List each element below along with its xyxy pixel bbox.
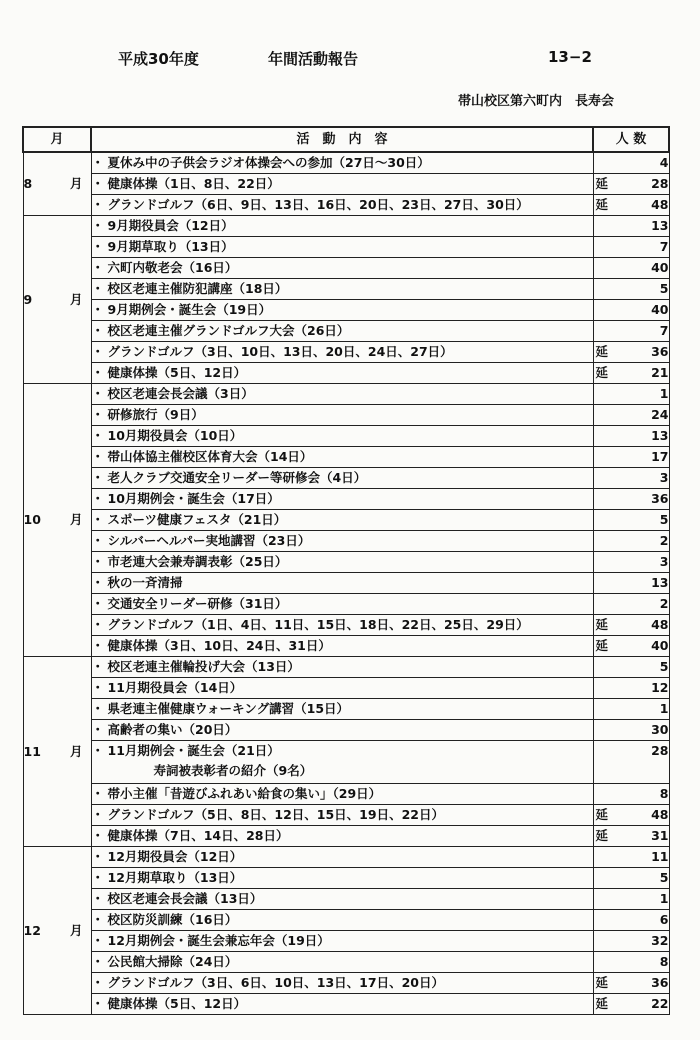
table-body [23, 152, 669, 1015]
count-cell [593, 447, 669, 468]
count-cell [593, 889, 669, 910]
count-cell [593, 594, 669, 615]
table-row [23, 615, 669, 636]
count-cell [593, 573, 669, 594]
activity-cell [91, 216, 593, 237]
activity-cell [91, 384, 593, 405]
activity-text: 12月期役員会（12日） [107, 849, 243, 864]
count-value: 7 [659, 323, 669, 338]
month-cell [23, 657, 91, 847]
activity-text: 健康体操（7日、14日、28日） [107, 828, 289, 843]
count-value: 48 [651, 807, 669, 822]
table-row [23, 657, 669, 678]
activity-cell [91, 678, 593, 699]
table-row [23, 216, 669, 237]
count-value: 1 [659, 386, 669, 401]
activity-text: 帯小主催「昔遊びふれあい給食の集い」（29日） [107, 786, 382, 801]
bullet-mark: ・ [91, 449, 105, 464]
activity-text: 9月期草取り（13日） [107, 239, 234, 254]
cumulative-label: 延 [595, 617, 609, 632]
bullet-mark: ・ [91, 386, 105, 401]
count-cell [593, 615, 669, 636]
count-cell [593, 910, 669, 931]
count-cell [593, 174, 669, 195]
count-cell [593, 805, 669, 826]
activity-cell [91, 973, 593, 994]
table-row [23, 489, 669, 510]
count-value: 13 [651, 575, 669, 590]
activity-cell [91, 720, 593, 741]
activity-text: 校区老連会長会議（3日） [107, 386, 254, 401]
count-cell [593, 678, 669, 699]
table-row [23, 741, 669, 784]
activity-text: 高齢者の集い（20日） [107, 722, 238, 737]
activity-text: シルバーヘルパー実地講習（23日） [107, 533, 311, 548]
cumulative-label: 延 [595, 807, 609, 822]
count-value: 6 [659, 912, 669, 927]
table-row [23, 994, 669, 1015]
count-cell [593, 363, 669, 384]
activity-cell [91, 952, 593, 973]
activity-cell [91, 994, 593, 1015]
count-cell [593, 216, 669, 237]
table-row [23, 447, 669, 468]
count-value: 28 [651, 743, 669, 758]
activity-cell [91, 615, 593, 636]
activity-text: 11月期役員会（14日） [107, 680, 243, 695]
table-row [23, 636, 669, 657]
count-cell [593, 699, 669, 720]
activity-text: 9月期例会・誕生会（19日） [107, 302, 272, 317]
activity-cell [91, 152, 593, 174]
table-row [23, 931, 669, 952]
bullet-mark: ・ [91, 996, 105, 1011]
activity-cell [91, 931, 593, 952]
count-cell [593, 826, 669, 847]
count-cell [593, 973, 669, 994]
activity-text: 校区老連主催輪投げ大会（13日） [107, 659, 300, 674]
table-row [23, 468, 669, 489]
activity-text: 健康体操（5日、12日） [107, 365, 247, 380]
activity-cell [91, 868, 593, 889]
count-value: 1 [659, 701, 669, 716]
count-cell [593, 636, 669, 657]
bullet-mark: ・ [91, 323, 105, 338]
activity-cell [91, 405, 593, 426]
activity-text: グランドゴルフ（1日、4日、11日、15日、18日、22日、25日、29日） [107, 617, 529, 632]
activity-text: 健康体操（5日、12日） [107, 996, 247, 1011]
activity-cell [91, 300, 593, 321]
count-cell [593, 195, 669, 216]
count-cell [593, 237, 669, 258]
table-row [23, 321, 669, 342]
report-title: 年間活動報告 [268, 50, 359, 68]
count-value: 36 [651, 344, 669, 359]
count-cell [593, 405, 669, 426]
activity-cell [91, 699, 593, 720]
activity-text: 夏休み中の子供会ラジオ体操会への参加（27日〜30日） [107, 155, 430, 170]
bullet-mark: ・ [91, 365, 105, 380]
bullet-mark: ・ [91, 281, 105, 296]
activity-text: 12月期草取り（13日） [107, 870, 243, 885]
activity-text: 帯山体協主催校区体育大会（14日） [107, 449, 313, 464]
table-row [23, 279, 669, 300]
activity-cell [91, 237, 593, 258]
cumulative-label: 延 [595, 638, 609, 653]
table-row [23, 699, 669, 720]
month-cell [23, 152, 91, 216]
activity-cell [91, 594, 593, 615]
count-value: 8 [659, 786, 669, 801]
count-cell [593, 468, 669, 489]
count-value: 32 [651, 933, 669, 948]
header-content: 活 動 内 容 [91, 127, 593, 152]
table-row [23, 868, 669, 889]
bullet-mark: ・ [91, 701, 105, 716]
count-cell [593, 531, 669, 552]
count-cell [593, 868, 669, 889]
count-value: 1 [659, 891, 669, 906]
bullet-mark: ・ [91, 743, 105, 758]
report-title-line [0, 48, 700, 74]
bullet-mark: ・ [91, 596, 105, 611]
count-value: 5 [659, 659, 669, 674]
activity-text: 健康体操（3日、10日、24日、31日） [107, 638, 331, 653]
cumulative-label: 延 [595, 975, 609, 990]
activity-cell [91, 489, 593, 510]
bullet-mark: ・ [91, 491, 105, 506]
table-row [23, 384, 669, 405]
activity-text: グランドゴルフ（6日、9日、13日、16日、20日、23日、27日、30日） [107, 197, 529, 212]
month-number: 9 [23, 291, 33, 307]
activity-cell [91, 573, 593, 594]
cumulative-label: 延 [595, 197, 609, 212]
table-row [23, 426, 669, 447]
count-value: 5 [659, 870, 669, 885]
count-cell [593, 489, 669, 510]
table-row [23, 174, 669, 195]
count-value: 3 [659, 554, 669, 569]
activity-cell [91, 657, 593, 678]
count-value: 21 [651, 365, 669, 380]
table-row [23, 237, 669, 258]
bullet-mark: ・ [91, 533, 105, 548]
activity-text: 研修旅行（9日） [107, 407, 204, 422]
table-row [23, 152, 669, 174]
count-cell [593, 784, 669, 805]
count-cell [593, 152, 669, 174]
count-cell [593, 931, 669, 952]
table-row [23, 910, 669, 931]
table-row [23, 784, 669, 805]
count-value: 8 [659, 954, 669, 969]
bullet-mark: ・ [91, 722, 105, 737]
cumulative-label: 延 [595, 828, 609, 843]
table-row [23, 847, 669, 868]
bullet-mark: ・ [91, 638, 105, 653]
month-number: 10 [23, 512, 41, 527]
activity-cell [91, 468, 593, 489]
page-number: 13−2 [548, 48, 592, 66]
bullet-mark: ・ [91, 554, 105, 569]
table-row [23, 805, 669, 826]
month-cell [23, 216, 91, 384]
activity-cell [91, 826, 593, 847]
activity-cell [91, 910, 593, 931]
bullet-mark: ・ [91, 786, 105, 801]
bullet-mark: ・ [91, 176, 105, 191]
table-row [23, 552, 669, 573]
count-cell [593, 510, 669, 531]
activity-cell [91, 174, 593, 195]
activity-cell [91, 847, 593, 868]
count-cell [593, 321, 669, 342]
activity-text: グランドゴルフ（3日、10日、13日、20日、24日、27日） [107, 344, 453, 359]
table-row [23, 720, 669, 741]
activity-cell [91, 258, 593, 279]
organization-name: 帯山校区第六町内 長寿会 [457, 94, 614, 109]
count-cell [593, 258, 669, 279]
count-value: 17 [651, 449, 669, 464]
activity-text: 12月期例会・誕生会兼忘年会（19日） [107, 933, 330, 948]
bullet-mark: ・ [91, 155, 105, 170]
month-number: 12 [23, 922, 41, 938]
month-suffix: 月 [69, 922, 83, 938]
count-value: 40 [651, 260, 669, 275]
month-suffix: 月 [69, 743, 83, 759]
activity-cell [91, 447, 593, 468]
count-value: 12 [651, 680, 669, 695]
activity-cell [91, 342, 593, 363]
bullet-mark: ・ [91, 344, 105, 359]
table-row [23, 531, 669, 552]
count-cell [593, 426, 669, 447]
activity-text: 校区老連主催グランドゴルフ大会（26日） [107, 323, 350, 338]
count-value: 28 [651, 176, 669, 191]
month-cell [23, 847, 91, 1015]
activity-cell [91, 279, 593, 300]
header-month: 月 [23, 127, 91, 152]
count-value: 5 [659, 281, 669, 296]
header-count: 人 数 [593, 127, 669, 152]
table-row [23, 678, 669, 699]
bullet-mark: ・ [91, 575, 105, 590]
table-row [23, 342, 669, 363]
bullet-mark: ・ [91, 933, 105, 948]
count-value: 40 [651, 302, 669, 317]
activity-cell [91, 741, 593, 784]
table-row [23, 889, 669, 910]
month-number: 8 [23, 176, 33, 191]
count-value: 30 [651, 722, 669, 737]
count-value: 3 [659, 470, 669, 485]
activity-text: 交通安全リーダー研修（31日） [107, 596, 288, 611]
table-row [23, 952, 669, 973]
bullet-mark: ・ [91, 870, 105, 885]
activity-text: 秋の一斉清掃 [107, 575, 183, 590]
bullet-mark: ・ [91, 239, 105, 254]
activity-text: 10月期役員会（10日） [107, 428, 243, 443]
table-row [23, 363, 669, 384]
activity-cell [91, 426, 593, 447]
activity-subtext: 寿詞被表彰者の紹介（9名） [153, 763, 313, 778]
activity-cell [91, 552, 593, 573]
table-row [23, 405, 669, 426]
fiscal-year: 平成30年度 [118, 50, 199, 68]
activity-text: 公民館大掃除（24日） [107, 954, 238, 969]
activity-text: 10月期例会・誕生会（17日） [107, 491, 280, 506]
count-value: 36 [651, 491, 669, 506]
activity-cell [91, 784, 593, 805]
cumulative-label: 延 [595, 176, 609, 191]
count-value: 11 [651, 849, 669, 864]
month-suffix: 月 [69, 176, 83, 191]
count-value: 48 [651, 197, 669, 212]
month-number: 11 [23, 743, 41, 759]
table-row [23, 826, 669, 847]
activity-cell [91, 636, 593, 657]
count-cell [593, 552, 669, 573]
table-row [23, 300, 669, 321]
count-cell [593, 342, 669, 363]
bullet-mark: ・ [91, 617, 105, 632]
activity-text: 9月期役員会（12日） [107, 218, 234, 233]
count-cell [593, 300, 669, 321]
activity-text: 校区老連主催防犯講座（18日） [107, 281, 288, 296]
activity-cell [91, 805, 593, 826]
count-cell [593, 741, 669, 784]
count-cell [593, 720, 669, 741]
count-cell [593, 952, 669, 973]
activity-text: 校区防災訓練（16日） [107, 912, 238, 927]
bullet-mark: ・ [91, 470, 105, 485]
cumulative-label: 延 [595, 365, 609, 380]
bullet-mark: ・ [91, 954, 105, 969]
bullet-mark: ・ [91, 680, 105, 695]
count-value: 40 [651, 638, 669, 653]
bullet-mark: ・ [91, 659, 105, 674]
month-suffix: 月 [69, 291, 83, 307]
cumulative-label: 延 [595, 344, 609, 359]
activity-text: 老人クラブ交通安全リーダー等研修会（4日） [107, 470, 367, 485]
table-row [23, 258, 669, 279]
activity-text: 県老連主催健康ウォーキング講習（15日） [107, 701, 350, 716]
activity-cell [91, 321, 593, 342]
bullet-mark: ・ [91, 807, 105, 822]
count-value: 2 [659, 533, 669, 548]
bullet-mark: ・ [91, 512, 105, 527]
count-cell [593, 657, 669, 678]
activity-cell [91, 363, 593, 384]
count-value: 2 [659, 596, 669, 611]
month-cell [23, 384, 91, 657]
count-value: 22 [651, 996, 669, 1011]
activity-text: 市老連大会兼寿調表彰（25日） [107, 554, 288, 569]
bullet-mark: ・ [91, 407, 105, 422]
bullet-mark: ・ [91, 828, 105, 843]
activity-text: スポーツ健康フェスタ（21日） [107, 512, 287, 527]
bullet-mark: ・ [91, 428, 105, 443]
bullet-mark: ・ [91, 891, 105, 906]
month-suffix: 月 [69, 512, 83, 527]
bullet-mark: ・ [91, 975, 105, 990]
bullet-mark: ・ [91, 302, 105, 317]
activity-cell [91, 889, 593, 910]
bullet-mark: ・ [91, 912, 105, 927]
count-value: 31 [651, 828, 669, 843]
activity-cell [91, 531, 593, 552]
count-value: 4 [659, 155, 669, 170]
activity-table [22, 126, 670, 1015]
bullet-mark: ・ [91, 218, 105, 233]
table-row [23, 510, 669, 531]
activity-cell [91, 195, 593, 216]
activity-cell [91, 510, 593, 531]
count-value: 5 [659, 512, 669, 527]
count-value: 13 [651, 218, 669, 233]
activity-text: 健康体操（1日、8日、22日） [107, 176, 280, 191]
bullet-mark: ・ [91, 849, 105, 864]
cumulative-label: 延 [595, 996, 609, 1011]
count-value: 7 [659, 239, 669, 254]
activity-text: 校区老連会長会議（13日） [107, 891, 263, 906]
count-value: 13 [651, 428, 669, 443]
table-header-row [23, 127, 669, 152]
table-row [23, 573, 669, 594]
activity-text: 六町内敬老会（16日） [107, 260, 238, 275]
activity-text: 11月期例会・誕生会（21日） [107, 743, 280, 758]
activity-text: グランドゴルフ（5日、8日、12日、15日、19日、22日） [107, 807, 444, 822]
table-row [23, 195, 669, 216]
count-cell [593, 384, 669, 405]
count-cell [593, 847, 669, 868]
count-cell [593, 279, 669, 300]
count-value: 24 [651, 407, 669, 422]
count-value: 36 [651, 975, 669, 990]
count-cell [593, 994, 669, 1015]
bullet-mark: ・ [91, 197, 105, 212]
activity-text: グランドゴルフ（3日、6日、10日、13日、17日、20日） [107, 975, 444, 990]
count-value: 48 [651, 617, 669, 632]
bullet-mark: ・ [91, 260, 105, 275]
table-row [23, 973, 669, 994]
table-row [23, 594, 669, 615]
